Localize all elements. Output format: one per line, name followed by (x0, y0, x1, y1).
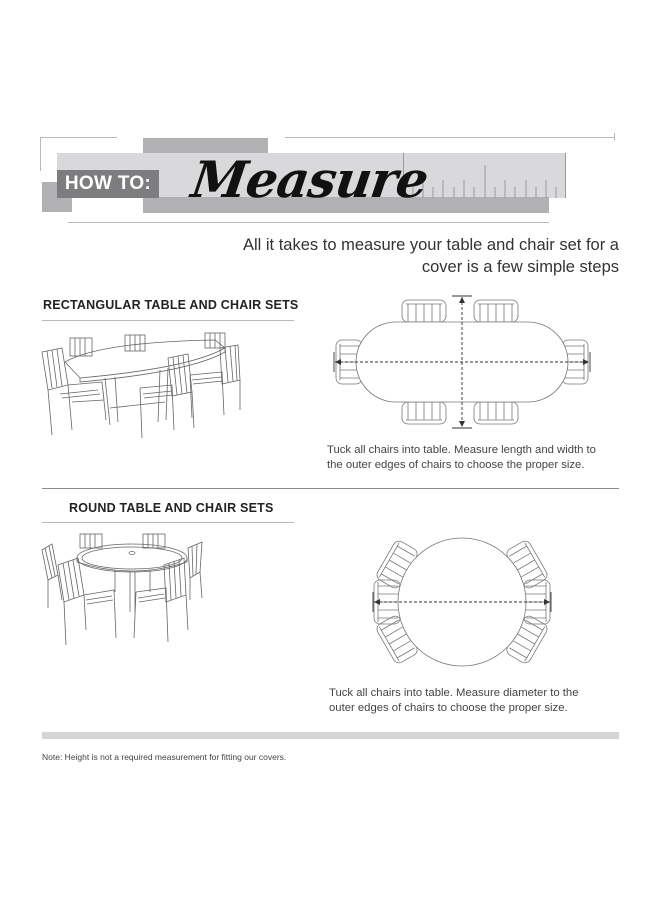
rectangular-table-top-view-diagram-icon (330, 294, 600, 429)
page-title: Measure (187, 150, 432, 209)
round-table-set-illustration-icon (40, 530, 210, 645)
bracket-line-top-left-vertical (40, 137, 41, 171)
bracket-line-bottom (68, 222, 549, 223)
caption-rectangular-line-1: Tuck all chairs into table. Measure length and width to (327, 444, 596, 456)
footer-note: Note: Height is not a required measurement for fitting our covers. (42, 752, 287, 762)
section-underline-round (42, 522, 294, 523)
rectangular-table-set-illustration-icon (40, 330, 240, 440)
caption-round-line-2: outer edges of chairs to choose the proper size. (329, 702, 568, 714)
intro-text (200, 234, 619, 278)
footer-bar (42, 732, 619, 739)
caption-rectangular (327, 443, 617, 473)
section-title-round: ROUND TABLE AND CHAIR SETS (69, 501, 274, 515)
how-to-badge (57, 170, 159, 198)
section-divider (42, 488, 619, 489)
caption-round-line-1: Tuck all chairs into table. Measure diameter to the (329, 687, 579, 699)
round-table-top-view-diagram-icon (368, 516, 558, 686)
how-to-label: HOW TO: (64, 173, 152, 194)
intro-line-1: All it takes to measure your table and chair set for a (242, 236, 619, 254)
caption-rectangular-line-2: the outer edges of chairs to choose the proper size. (327, 459, 585, 471)
caption-round (329, 686, 619, 716)
bracket-line-top-left (40, 137, 117, 138)
intro-line-2: cover is a few simple steps (421, 258, 619, 276)
bracket-line-top-right-tick (614, 133, 615, 141)
section-underline-rectangular (42, 320, 294, 321)
bracket-line-top-right (285, 137, 615, 138)
section-title-rectangular: RECTANGULAR TABLE AND CHAIR SETS (43, 298, 299, 312)
